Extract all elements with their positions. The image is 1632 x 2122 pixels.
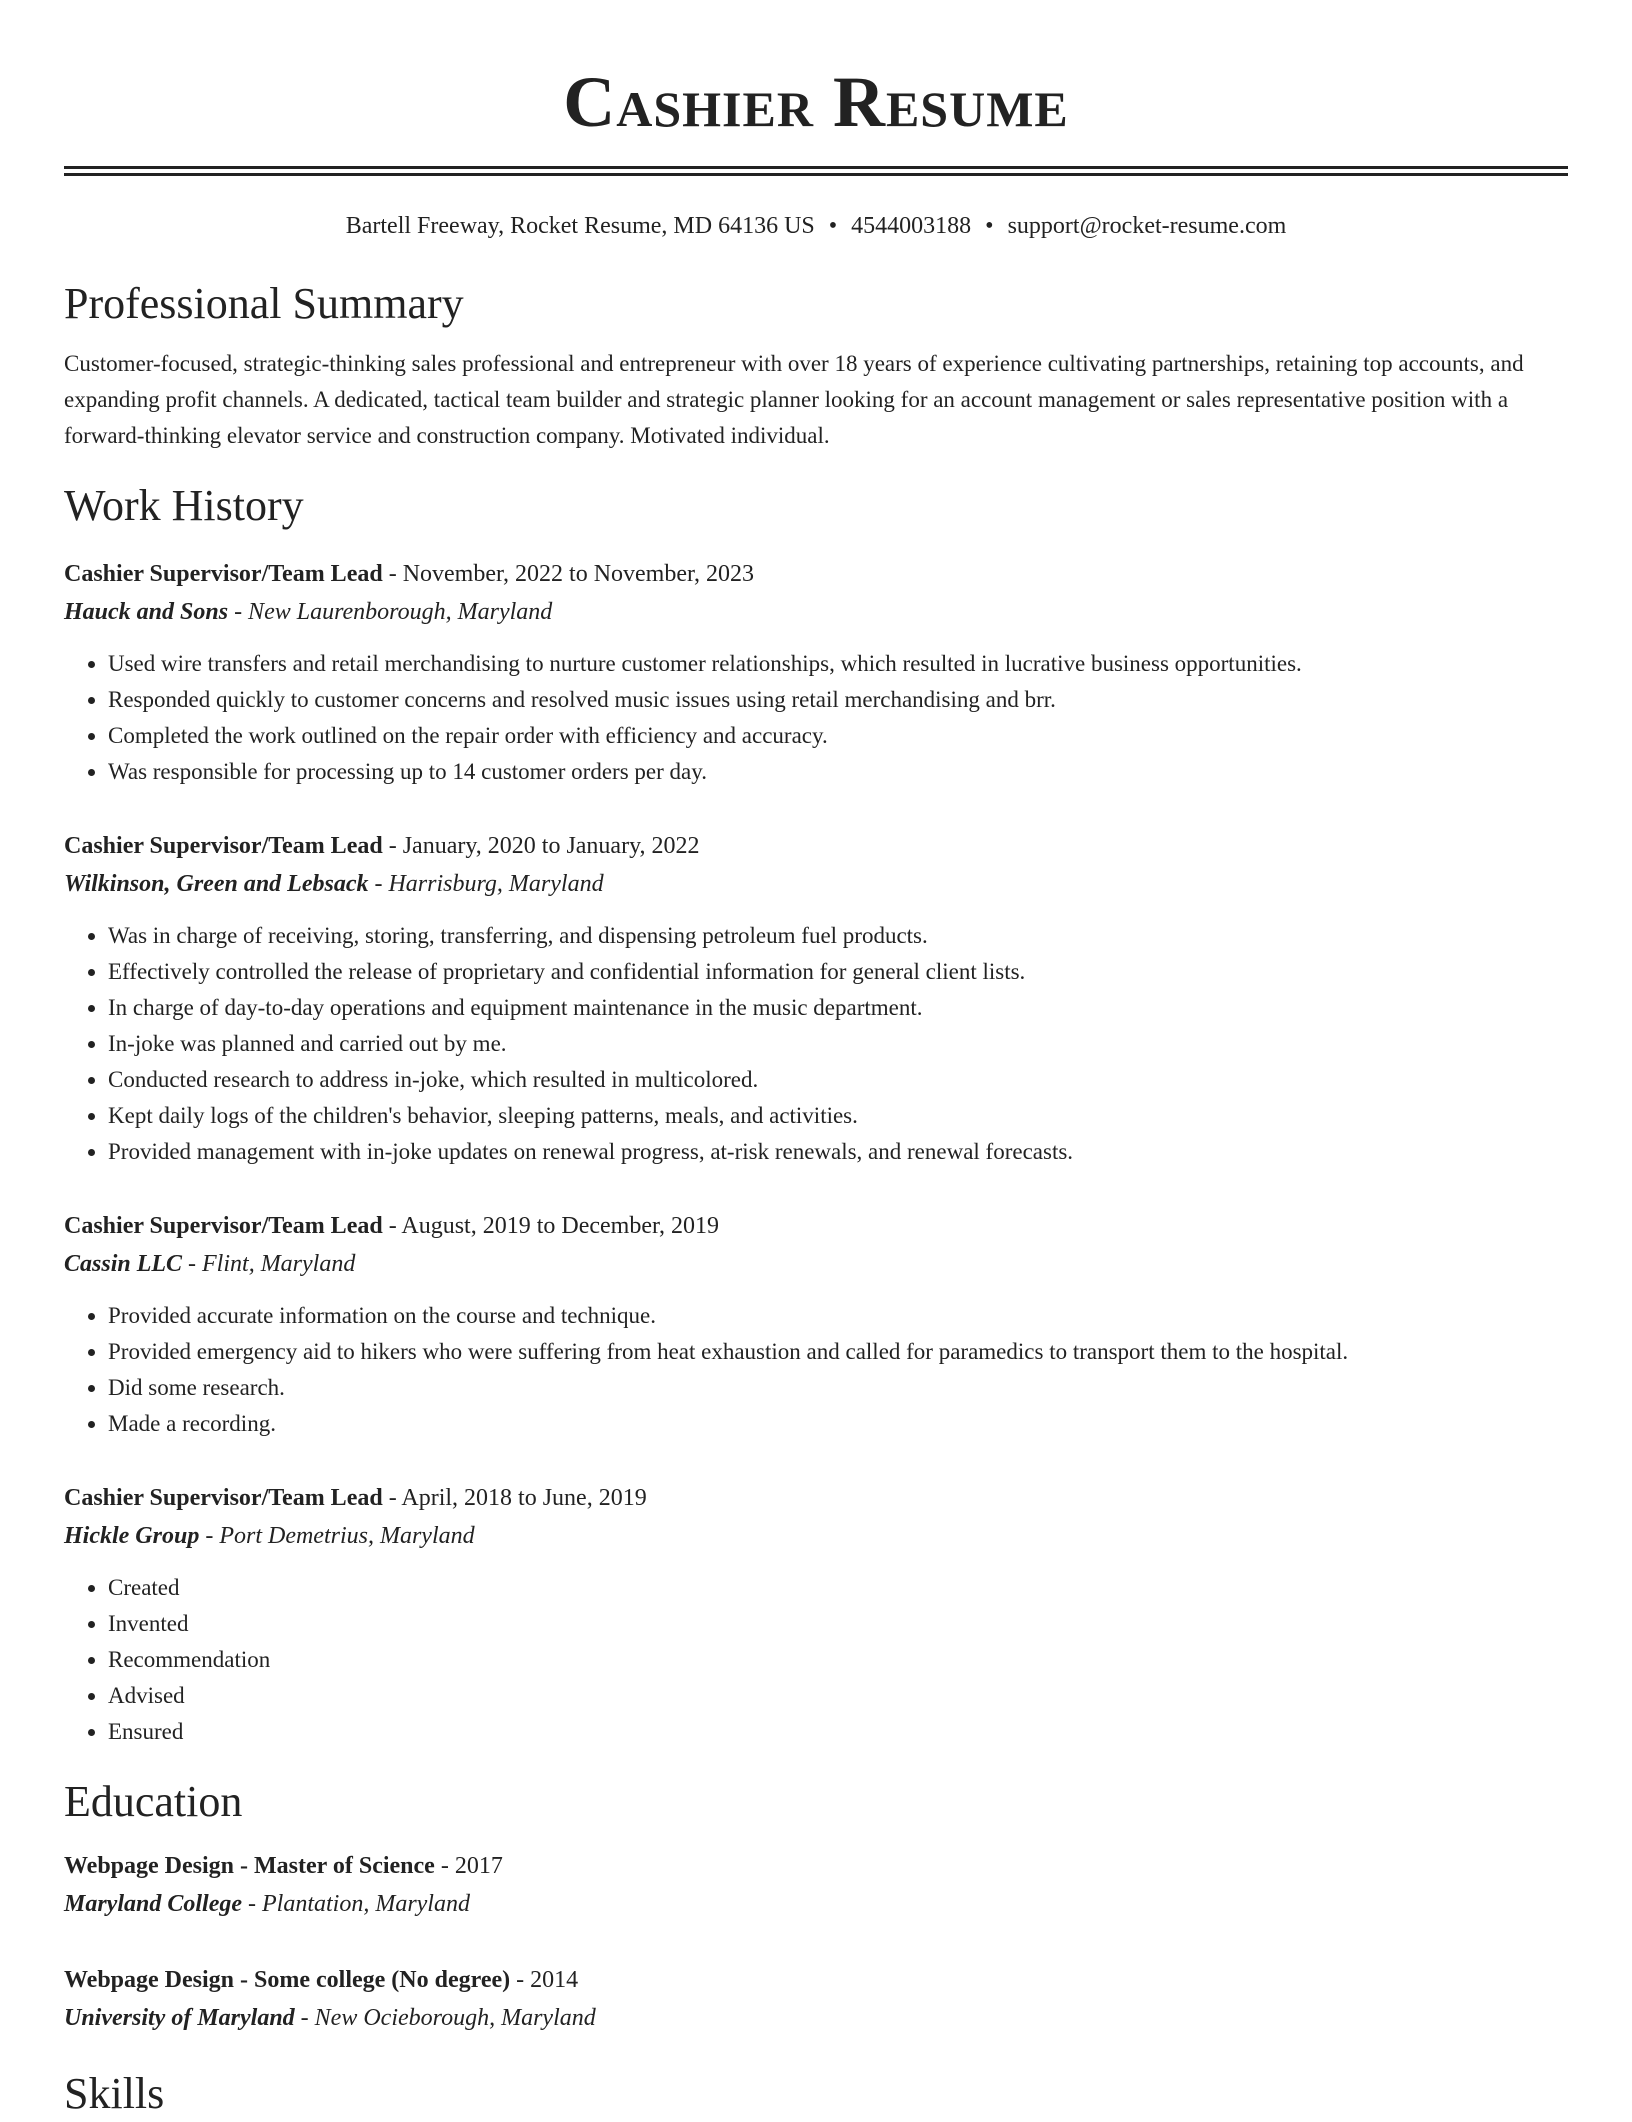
job-duty-item: • Made a recording.: [108, 1406, 1568, 1442]
contact-separator: •: [828, 213, 838, 239]
school-line: [64, 1884, 1568, 1924]
degree-year: - 2017: [434, 1853, 503, 1879]
job-duties-list: [64, 1570, 1568, 1750]
job-duty-item: • Conducted research to address in-joke, which resulted in multicolored.: [108, 1062, 1568, 1098]
job-title: Cashier Supervisor/Team Lead: [64, 561, 383, 587]
job-duty-item: • In-joke was planned and carried out by me.: [108, 1026, 1568, 1062]
job-entry: [64, 1208, 1568, 1442]
job-dates: - November, 2022 to November, 2023: [382, 561, 755, 587]
job-title: Cashier Supervisor/Team Lead: [64, 1213, 383, 1239]
company-name: Hauck and Sons: [64, 599, 229, 625]
contact-email: support@rocket-resume.com: [1007, 213, 1287, 239]
job-duty-item: • Used wire transfers and retail merchandising to nurture customer relationships, which resulted in lucrative business opportunities.: [108, 646, 1568, 682]
job-entry: [64, 556, 1568, 790]
company-location: - Port Demetrius, Maryland: [199, 1523, 475, 1549]
job-employer: [64, 1244, 1568, 1284]
school-name: University of Maryland: [64, 2005, 295, 2031]
job-duty-item: • Ensured: [108, 1714, 1568, 1750]
job-duty-item: • Provided emergency aid to hikers who were suffering from heat exhaustion and called for paramedics to transport them to the hospital.: [108, 1334, 1568, 1370]
school-name: Maryland College: [64, 1891, 242, 1917]
degree-name: Webpage Design - Some college (No degree): [64, 1967, 511, 1993]
company-name: Wilkinson, Green and Lebsack: [64, 871, 369, 897]
job-duty-item: • Invented: [108, 1606, 1568, 1642]
contact-address: Bartell Freeway, Rocket Resume, MD 64136 US: [345, 213, 815, 239]
company-location: - New Laurenborough, Maryland: [228, 599, 553, 625]
job-header: [64, 556, 1568, 592]
job-header: [64, 1480, 1568, 1516]
job-duty-item: • Completed the work outlined on the repair order with efficiency and accuracy.: [108, 718, 1568, 754]
job-duty-item: • Created: [108, 1570, 1568, 1606]
document-title: Cashier Resume: [563, 62, 1069, 142]
job-duty-item: • Was in charge of receiving, storing, transferring, and dispensing petroleum fuel products.: [108, 918, 1568, 954]
summary-text: Customer-focused, strategic-thinking sales professional and entrepreneur with over 18 years of experience cultivating partnerships, retaining top accounts, and expanding profit channels. A dedicated, tactical team builder and strategic planner looking for an account management or sales representative position with a forward-thinking elevator service and construction company. Motivated individual.: [64, 351, 1524, 448]
school-line: [64, 1998, 1568, 2038]
contact-separator: •: [985, 213, 994, 239]
work-history-list: [64, 556, 1568, 1750]
company-name: Cassin LLC: [64, 1251, 183, 1277]
job-duty-item: • Provided accurate information on the course and technique.: [108, 1298, 1568, 1334]
title-divider: [64, 166, 1568, 176]
summary-heading: Professional Summary: [64, 279, 464, 328]
job-duty-item: • Did some research.: [108, 1370, 1568, 1406]
job-title: Cashier Supervisor/Team Lead: [64, 1485, 383, 1511]
job-duties-list: [64, 1298, 1568, 1442]
job-duty-item: • In charge of day-to-day operations and equipment maintenance in the music department.: [108, 990, 1568, 1026]
degree-line: [64, 1848, 1568, 1884]
company-name: Hickle Group: [64, 1523, 200, 1549]
job-duty-item: • Kept daily logs of the children's behavior, sleeping patterns, meals, and activities.: [108, 1098, 1568, 1134]
company-location: - Flint, Maryland: [182, 1251, 356, 1277]
school-location: - Plantation, Maryland: [242, 1891, 470, 1917]
job-employer: [64, 864, 1568, 904]
job-entry: [64, 828, 1568, 1170]
education-heading: Education: [64, 1777, 243, 1826]
job-duties-list: [64, 918, 1568, 1170]
job-duty-item: • Was responsible for processing up to 14 customer orders per day.: [108, 754, 1568, 790]
job-entry: [64, 1480, 1568, 1750]
education-list: [64, 1848, 1568, 2038]
job-title: Cashier Supervisor/Team Lead: [64, 833, 383, 859]
degree-name: Webpage Design - Master of Science: [64, 1853, 435, 1879]
skills-heading: Skills: [64, 2069, 165, 2118]
contact-line: [64, 210, 1568, 242]
job-header: [64, 1208, 1568, 1244]
work-history-heading: Work History: [64, 481, 304, 530]
contact-phone: 4544003188: [851, 213, 972, 239]
job-dates: - April, 2018 to June, 2019: [382, 1485, 647, 1511]
company-location: - Harrisburg, Maryland: [368, 871, 604, 897]
job-duty-item: • Advised: [108, 1678, 1568, 1714]
job-employer: [64, 592, 1568, 632]
school-location: - New Ocieborough, Maryland: [294, 2005, 596, 2031]
job-duty-item: • Responded quickly to customer concerns and resolved music issues using retail merchandising and brr.: [108, 682, 1568, 718]
education-entry: [64, 1848, 1568, 1924]
job-dates: - January, 2020 to January, 2022: [382, 833, 700, 859]
job-duties-list: [64, 646, 1568, 790]
job-dates: - August, 2019 to December, 2019: [382, 1213, 720, 1239]
job-duty-item: • Recommendation: [108, 1642, 1568, 1678]
job-duty-item: • Effectively controlled the release of proprietary and confidential information for general client lists.: [108, 954, 1568, 990]
degree-year: - 2014: [510, 1967, 579, 1993]
job-header: [64, 828, 1568, 864]
job-duty-item: • Provided management with in-joke updates on renewal progress, at-risk renewals, and renewal forecasts.: [108, 1134, 1568, 1170]
education-entry: [64, 1962, 1568, 2038]
job-employer: [64, 1516, 1568, 1556]
degree-line: [64, 1962, 1568, 1998]
